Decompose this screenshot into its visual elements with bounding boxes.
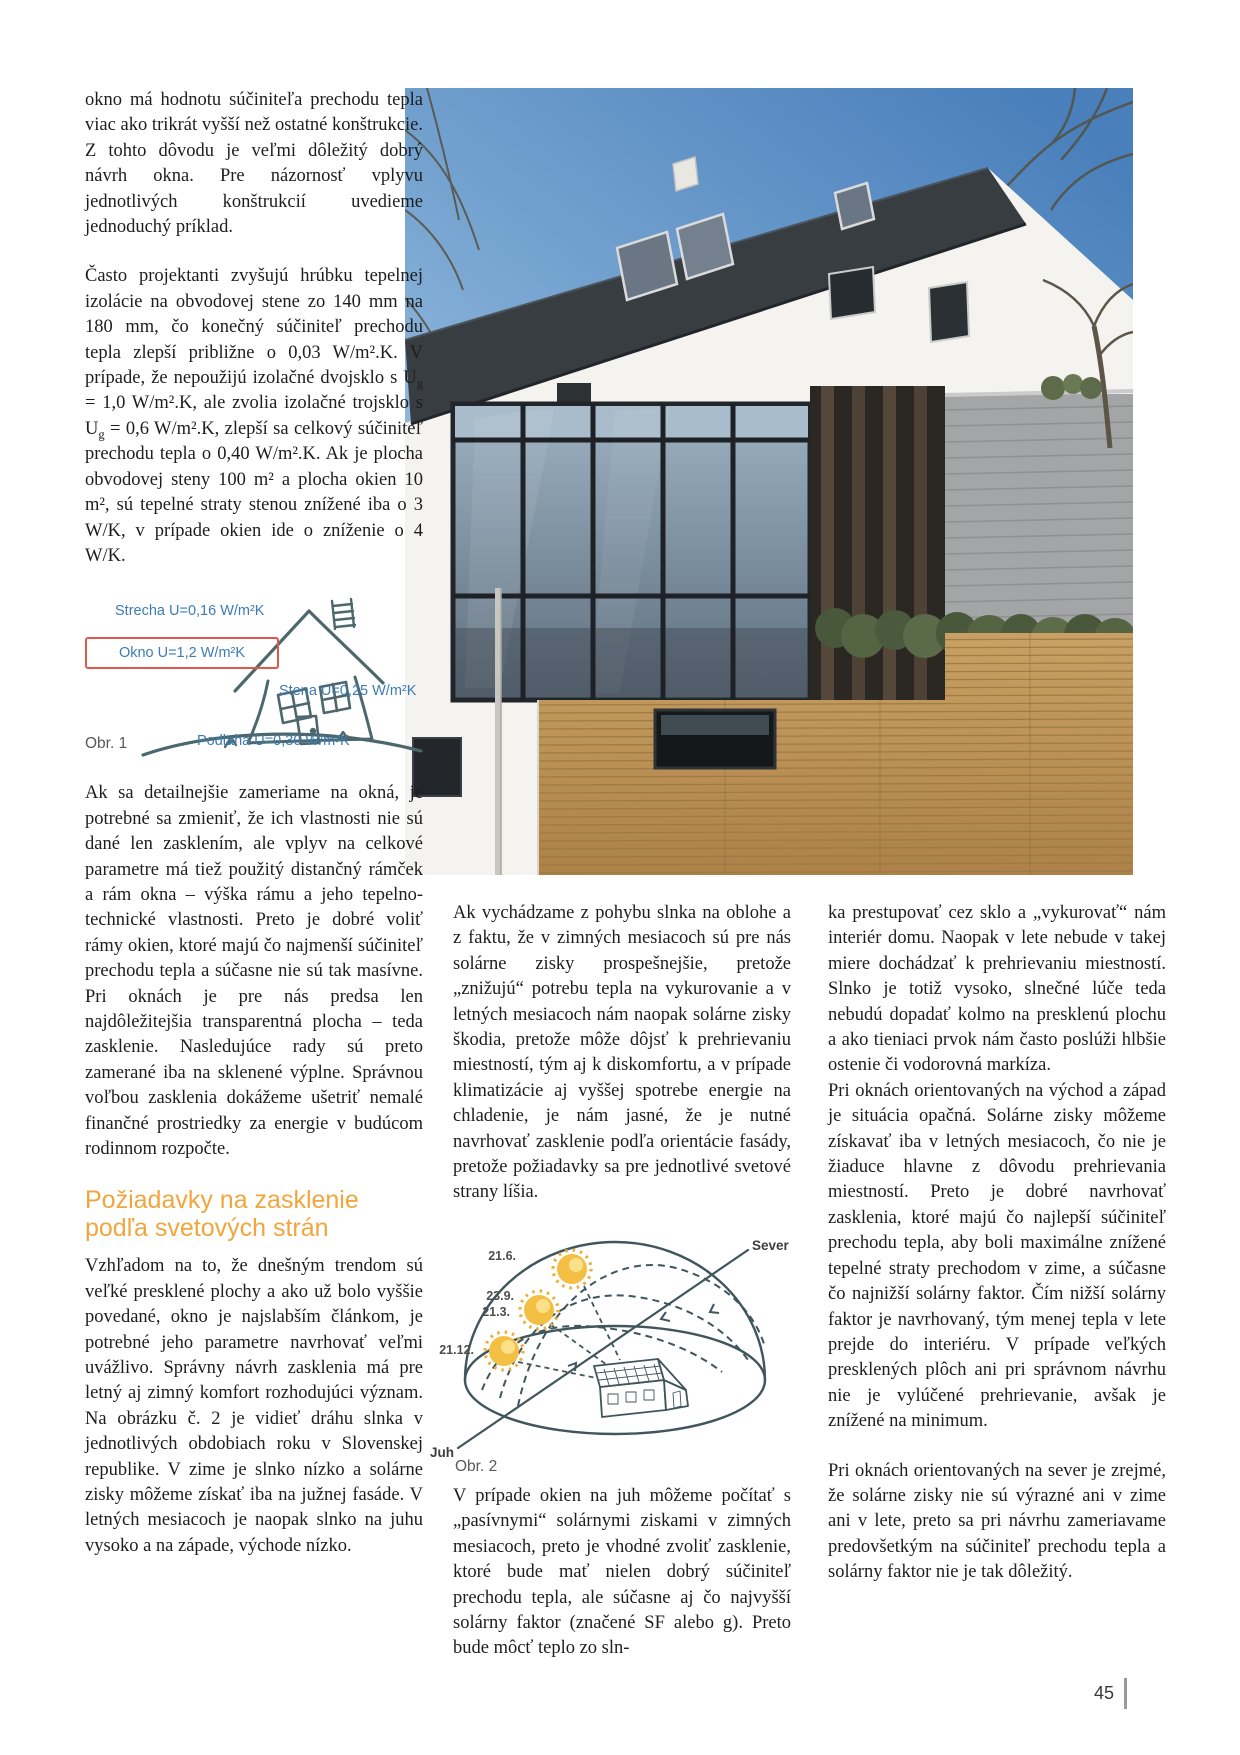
section-heading: Požiadavky na zasklenie podľa svetových strán [85,1186,359,1243]
subscript-g: g [416,376,423,391]
chimney [673,157,698,191]
paragraph: okno má hodnotu súčiniteľa prechodu tepla viac ako trikrát vyšší než ostatné konštrukcie. Z tohto dôvodu je veľmi dôležitý dobrý návrh okna. Pre názornosť vplyvu jednotlivých konštrukcií uvedieme jednoduchý príklad. [85,90,423,238]
paragraph: Pri oknách orientovaných na sever je zrejmé, že solárne zisky nie sú výrazné ani v zime ani v lete, preto sa pri návrhu zameriavame predovšetkým na súčiniteľ prechodu tepla a solárny faktor nie je tak dôležitý. [828,1460,1166,1583]
paragraph-text: = 0,6 W/m².K, zlepší sa celkový súčiniteľ prechodu tepla o 0,40 W/m².K. Ak je plocha obvodovej steny 100 m² a plocha okien 10 m², sú tepelné straty stenou znížené iba o 3 W/K, v prípade okien ide o zníženie o 4 W/K. [85,418,423,566]
paragraph: Ak sa detailnejšie zameriame na okná, je potrebné sa zmieniť, že ich vlastnosti nie sú dané len zasklením, ale vplyv na celkové parametre má tiež použitý distančný rámček a rám okna – výška rámu a jeho tepelno-technické vlastnosti. Preto je dobré voliť rámy okien, ktoré majú čo najmenší súčiniteľ prechodu tepla a súčasne nie sú tak masívne. Pri oknách je pre nás predsa len najdôležitejšia transparentná plocha – teda zasklenie. Nasledujúce rady sú preto zamerané iba na sklenené výplne. Správnou voľbou zasklenia dokážeme ušetriť nemalé finančné prostriedky za energie v budúcom rodinnom rozpočte. [85,783,423,1159]
paragraph: Ak vychádzame z pohybu slnka na oblohe a z faktu, že v zimných mesiacoch sú pre nás solárne zisky prospešnejšie, pretože „znižujú“ potrebu tepla na vykurovanie a v letných mesiacoch nám naopak solárne zisky škodia, pretože môže dôjsť k prehrievaniu miestností, tým aj k diskomfortu, a v prípade klimatizácie aj vyššej spotrebe energie na chladenie, je nám jasné, že je nutné navrhovať zasklenie podľa orientácie fasády, pretože požiadavky sa pre jednotlivé svetové strany líšia. [453,903,791,1203]
figure1-caption: Obr. 1 [85,735,128,753]
date-label-23-9: 23.9. [486,1288,514,1303]
paragraph [85,264,423,569]
text-column-right [828,901,1166,1610]
date-label-21-12: 21.12. [439,1342,474,1357]
house-photo-illustration [405,88,1133,875]
diagram-house [594,1359,688,1417]
label-okno-u-value [85,637,279,669]
page-number-value: 45 [1093,1683,1114,1703]
paragraph: Vzhľadom na to, že dnešným trendom sú veľké presklené plochy a ako už bolo vyššie povedané, okno je najslabším článkom, je potrebné jeho parametre navrhovať veľmi uvážlivo. Správny návrh zasklenia má pre letný aj zimný komfort rozhodujúci význam. Na obrázku č. 2 je vidieť dráhu slnka v jednotlivých obdobiach roku v Slovenskej republike. V zime je slnko nízko a solárne zisky môžeme získať iba na južnej fasáde. V letných mesiacoch je naopak slnko na juhu vysoko a na západe, východe nízko. [85,1256,423,1556]
label-stena-u-value: Stena U=0,25 W/m²K [279,683,417,700]
glazed-facade [453,404,810,700]
house-photo [405,88,1133,875]
paragraph: ka prestupovať cez sklo a „vykurovať“ nám interiér domu. Naopak v lete nebude v takej miere dochádzať k prehrievaniu miestností. Slnko je totiž vysoko, slnečné lúče teda nebudú dopadať kolmo na presklenú plochu a ako tieniaci prvok nám často poslúži hlbšie ostenie či vodorovná markíza. [828,903,1166,1076]
okno-label-text: Okno U=1,2 W/m²K [118,644,246,661]
paragraph-text: Často projektanti zvyšujú hrúbku tepelnej izolácie na obvodovej stene zo 140 mm na 180 mm, čo konečný súčiniteľ prechodu tepla zlepší približne o 0,03 W/m².K. V prípade, že nepoužijú izolačné dvojsklo s U [85,266,423,389]
paragraph-text: = 1,0 W/m².K, ale zvolia izolačné trojsklo s U [85,393,423,439]
subscript-g: g [98,427,105,442]
north-label: Sever [752,1237,789,1253]
date-label-21-6: 21.6. [488,1248,516,1263]
south-label: Juh [430,1444,455,1460]
page-number-divider [1124,1678,1127,1709]
downpipe [495,588,501,875]
paragraph: V prípade okien na juh môžeme počítať s „pasívnymi“ solárnymi ziskami v zimných mesiacoch, preto je vhodné zvoliť zasklenie, ktoré bude mať nielen dobrý súčiniteľ prechodu tepla, ale súčasne aj čo najvyšší solárny faktor (značené SF alebo g). Preto bude môcť teplo zo sln- [453,1485,791,1659]
concrete-wall [945,391,1133,650]
paragraph: Pri oknách orientovaných na východ a západ je situácia opačná. Solárne zisky môžeme získavať iba v letných mesiacoch, čo nie je žiaduce hlavne z dôvodu prehrievania miestností. Preto je dobré navrhovať zasklenia, ktoré majú čo najlepší súčiniteľ prechodu tepla, aby boli maximálne znížené tepelné straty prechodom v zime, a súčasne čo najnižší solárny faktor. Čím nižší solárny faktor je navrhovaný, tým menej tepla v lete prejde do interiéru. V prípade veľkých presklených plôch ani pri správnom návrhu nie je vylúčené prehrievanie, avšak je znížené na minimum. [828,1080,1166,1432]
figure-sun-path [430,1220,791,1475]
label-strecha-u-value: Strecha U=0,16 W/m²K [115,603,265,620]
small-upper-window [557,383,591,403]
text-column-middle [430,901,791,1686]
text-column-left [85,88,423,1583]
page-number [1082,1678,1127,1709]
figure2-caption: Obr. 2 [455,1457,498,1475]
label-podlaha-u-value: Podlaha U=0,30 W/m²K [197,733,350,750]
sun-path-diagram [418,1220,793,1472]
date-label-21-3: 21.3. [482,1304,510,1319]
figure-house-u-values [85,593,423,769]
